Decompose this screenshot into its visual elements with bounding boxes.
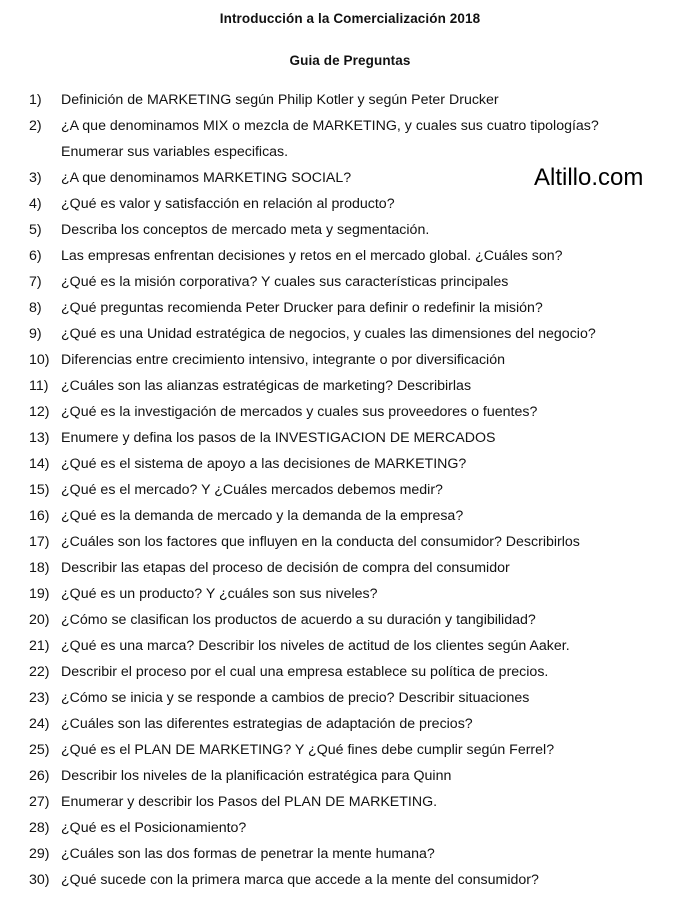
question-text: ¿Qué es el sistema de apoyo a las decisiones de MARKETING? xyxy=(61,456,467,472)
question-item xyxy=(0,633,700,659)
question-text: ¿Qué es el Posicionamiento? xyxy=(61,820,247,836)
question-number: 11) xyxy=(29,378,49,394)
question-item xyxy=(0,685,700,711)
question-text: ¿Qué es la investigación de mercados y cuales sus proveedores o fuentes? xyxy=(61,404,538,420)
question-text: Diferencias entre crecimiento intensivo, integrante o por diversificación xyxy=(61,352,505,368)
question-text: ¿Cuáles son los factores que influyen en la conducta del consumidor? Describirlos xyxy=(61,534,580,550)
question-text: ¿Qué sucede con la primera marca que accede a la mente del consumidor? xyxy=(61,872,539,888)
question-number: 27) xyxy=(29,794,50,810)
question-number: 9) xyxy=(29,326,42,342)
question-item xyxy=(0,841,700,867)
question-number: 21) xyxy=(29,638,50,654)
question-item xyxy=(0,217,700,243)
question-text: ¿A que denominamos MIX o mezcla de MARKETING, y cuales sus cuatro tipologías? xyxy=(61,118,599,134)
question-number: 13) xyxy=(29,430,50,446)
question-text: ¿Qué es el PLAN DE MARKETING? Y ¿Qué fines debe cumplir según Ferrel? xyxy=(61,742,555,758)
question-item xyxy=(0,165,700,191)
question-list xyxy=(0,87,700,893)
question-number: 12) xyxy=(29,404,50,420)
question-text: ¿Cuáles son las dos formas de penetrar la mente humana? xyxy=(61,846,435,862)
question-text: ¿Qué es una Unidad estratégica de negocios, y cuales las dimensiones del negocio? xyxy=(61,326,596,342)
question-item xyxy=(0,191,700,217)
question-item xyxy=(0,529,700,555)
question-number: 10) xyxy=(29,352,50,368)
question-item xyxy=(0,425,700,451)
question-number: 23) xyxy=(29,690,50,706)
question-number: 5) xyxy=(29,222,42,238)
question-number: 15) xyxy=(29,482,50,498)
question-number: 7) xyxy=(29,274,42,290)
question-item xyxy=(0,87,700,113)
question-number: 25) xyxy=(29,742,50,758)
question-number: 22) xyxy=(29,664,50,680)
question-number: 6) xyxy=(29,248,42,264)
question-number: 16) xyxy=(29,508,50,524)
question-text: Enumere y defina los pasos de la INVESTIGACION DE MERCADOS xyxy=(61,430,496,446)
question-item xyxy=(0,737,700,763)
question-text: Enumerar sus variables especificas. xyxy=(61,144,289,160)
question-item xyxy=(0,503,700,529)
question-text: ¿Qué es el mercado? Y ¿Cuáles mercados debemos medir? xyxy=(61,482,443,498)
question-text: ¿A que denominamos MARKETING SOCIAL? xyxy=(61,170,352,186)
question-text: ¿Qué es la misión corporativa? Y cuales sus características principales xyxy=(61,274,509,290)
question-text: Describir las etapas del proceso de decisión de compra del consumidor xyxy=(61,560,510,576)
document-subtitle: Guia de Preguntas xyxy=(289,53,411,68)
question-number: 29) xyxy=(29,846,50,862)
question-item xyxy=(0,295,700,321)
question-text: Describir el proceso por el cual una empresa establece su política de precios. xyxy=(61,664,549,680)
question-item xyxy=(0,243,700,269)
question-item xyxy=(0,763,700,789)
question-text: ¿Qué es la demanda de mercado y la demanda de la empresa? xyxy=(61,508,464,524)
question-text: Las empresas enfrentan decisiones y retos en el mercado global. ¿Cuáles son? xyxy=(61,248,563,264)
question-item xyxy=(0,659,700,685)
question-text: Describir los niveles de la planificación estratégica para Quinn xyxy=(61,768,452,784)
question-text: Describa los conceptos de mercado meta y segmentación. xyxy=(61,222,430,238)
question-number: 20) xyxy=(29,612,50,628)
question-text: ¿Qué es valor y satisfacción en relación al producto? xyxy=(61,196,395,212)
question-item xyxy=(0,347,700,373)
document-title: Introducción a la Comercialización 2018 xyxy=(219,11,481,26)
question-item xyxy=(0,373,700,399)
question-number: 8) xyxy=(29,300,42,316)
question-number: 24) xyxy=(29,716,50,732)
question-item xyxy=(0,607,700,633)
question-item xyxy=(0,555,700,581)
question-text: ¿Qué preguntas recomienda Peter Drucker para definir o redefinir la misión? xyxy=(61,300,543,316)
question-item xyxy=(0,789,700,815)
question-item xyxy=(0,581,700,607)
question-item xyxy=(0,711,700,737)
question-text: ¿Qué es una marca? Describir los niveles de actitud de los clientes según Aaker. xyxy=(61,638,570,654)
question-item xyxy=(0,477,700,503)
question-text: ¿Cuáles son las alianzas estratégicas de marketing? Describirlas xyxy=(61,378,472,394)
question-number: 2) xyxy=(29,118,42,134)
question-text: ¿Cómo se inicia y se responde a cambios de precio? Describir situaciones xyxy=(61,690,530,706)
question-number: 14) xyxy=(29,456,50,472)
question-item xyxy=(0,815,700,841)
question-number: 17) xyxy=(29,534,50,550)
question-number: 19) xyxy=(29,586,50,602)
question-item xyxy=(0,451,700,477)
question-item xyxy=(0,399,700,425)
question-number: 26) xyxy=(29,768,50,784)
question-item xyxy=(0,867,700,893)
question-text: Definición de MARKETING según Philip Kotler y según Peter Drucker xyxy=(61,92,499,108)
question-number: 3) xyxy=(29,170,42,186)
watermark-text: Altillo.com xyxy=(534,164,644,191)
question-item xyxy=(0,113,700,165)
question-number: 28) xyxy=(29,820,50,836)
question-text: ¿Cuáles son las diferentes estrategias de adaptación de precios? xyxy=(61,716,473,732)
question-text: ¿Qué es un producto? Y ¿cuáles son sus niveles? xyxy=(61,586,378,602)
question-text: Enumerar y describir los Pasos del PLAN DE MARKETING. xyxy=(61,794,438,810)
question-number: 1) xyxy=(29,92,42,108)
question-number: 18) xyxy=(29,560,50,576)
question-item xyxy=(0,269,700,295)
question-text: ¿Cómo se clasifican los productos de acuerdo a su duración y tangibilidad? xyxy=(61,612,536,628)
question-number: 4) xyxy=(29,196,42,212)
question-item xyxy=(0,321,700,347)
question-number: 30) xyxy=(29,872,50,888)
